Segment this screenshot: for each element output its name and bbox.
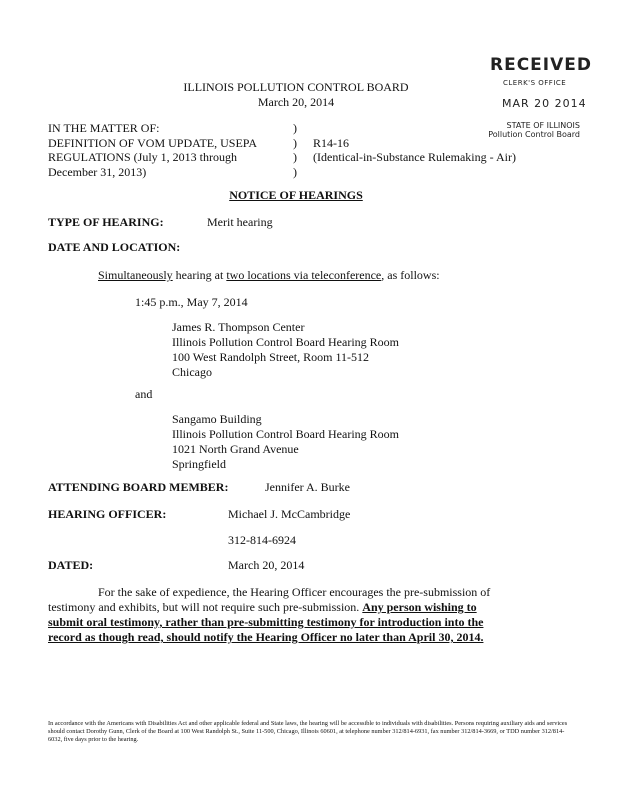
location-line: Chicago xyxy=(172,365,212,379)
caption-paren: ) xyxy=(293,150,297,164)
simultaneously-text: Simultaneously xyxy=(98,268,173,282)
oral-testimony-instruction: Any person wishing to submit oral testimony, rather than pre-submitting testimony for introduction into the record as though read, should notify the Hearing Officer no later than April 30, 2014. xyxy=(48,600,484,644)
state-stamp-line2: Pollution Control Board xyxy=(488,130,580,139)
accessibility-footnote: In accordance with the Americans with Disabilities Act and other applicable federal and State laws, the hearing will be accessible to individuals with disabilities. Persons requiring auxiliary aids and services should contact Dorothy Gunn, Clerk of the Board at 100 West Randolph St., Suite 11-500, Chicago, Illinois 60601, at telephone number 312/814-6931, fax number 312/814-3669, or TDD number 312/814-6032, five days prior to the hearing. xyxy=(48,720,568,743)
dated-label: DATED: xyxy=(48,558,94,572)
caption-left-line: December 31, 2013) xyxy=(48,164,147,179)
caption-right-line xyxy=(313,121,516,136)
location-chicago xyxy=(172,320,399,380)
received-stamp: RECEIVED xyxy=(490,55,592,75)
caption-left-line: IN THE MATTER OF: xyxy=(48,121,160,135)
hearing-officer-name: Michael J. McCambridge xyxy=(228,507,351,521)
intro-mid-text: hearing at xyxy=(172,268,227,282)
caption-paren: ) xyxy=(293,121,297,135)
location-line: Illinois Pollution Control Board Hearing Room xyxy=(172,335,399,349)
caption-paren: ) xyxy=(293,164,297,179)
location-line: 100 West Randolph Street, Room 11-512 xyxy=(172,350,370,364)
agency-heading: ILLINOIS POLLUTION CONTROL BOARD xyxy=(183,80,409,94)
hearing-officer-label: HEARING OFFICER: xyxy=(48,507,167,521)
location-line: 1021 North Grand Avenue xyxy=(172,442,299,456)
received-date-stamp: MAR 20 2014 xyxy=(502,97,587,110)
docket-number: R14-16 xyxy=(313,135,349,150)
caption-right-line xyxy=(313,165,516,180)
expedience-paragraph xyxy=(48,585,504,645)
paragraph-plain-text: For the sake of expedience, the Hearing Officer encourages the pre-submission of testimony and exhibits, but will not require such pre-submission. xyxy=(48,585,491,614)
caption-paren: ) xyxy=(293,135,297,150)
type-of-hearing-label: TYPE OF HEARING: xyxy=(48,215,164,229)
and-text: and xyxy=(135,387,153,401)
teleconference-text: two locations via teleconference xyxy=(226,268,382,282)
attending-member-label: ATTENDING BOARD MEMBER: xyxy=(48,480,229,494)
caption-left-line: REGULATIONS (July 1, 2013 through xyxy=(48,150,237,164)
caption-left xyxy=(48,121,257,179)
location-line: James R. Thompson Center xyxy=(172,320,305,334)
state-stamp-line1: STATE OF ILLINOIS xyxy=(506,121,580,130)
location-springfield xyxy=(172,412,399,472)
location-line: Springfield xyxy=(172,457,226,471)
caption-left-line: DEFINITION OF VOM UPDATE, USEPA xyxy=(48,135,258,150)
hearing-officer-phone: 312-814-6924 xyxy=(228,533,296,547)
attending-member-name: Jennifer A. Burke xyxy=(265,480,350,494)
clerk-office-stamp: CLERK'S OFFICE xyxy=(503,79,567,87)
notice-title: NOTICE OF HEARINGS xyxy=(229,188,363,202)
date-location-label: DATE AND LOCATION: xyxy=(48,240,181,254)
location-intro xyxy=(98,268,440,283)
type-of-hearing-value: Merit hearing xyxy=(207,215,273,229)
intro-end-text: , as follows: xyxy=(381,268,440,282)
location-line: Sangamo Building xyxy=(172,412,262,426)
header-date: March 20, 2014 xyxy=(257,95,335,109)
caption-parens xyxy=(293,121,297,179)
location-line: Illinois Pollution Control Board Hearing Room xyxy=(172,427,399,441)
dated-value: March 20, 2014 xyxy=(228,558,305,572)
rulemaking-type: (Identical-in-Substance Rulemaking - Air) xyxy=(313,150,516,164)
caption-right xyxy=(313,121,516,179)
hearing-time: 1:45 p.m., May 7, 2014 xyxy=(135,295,248,309)
